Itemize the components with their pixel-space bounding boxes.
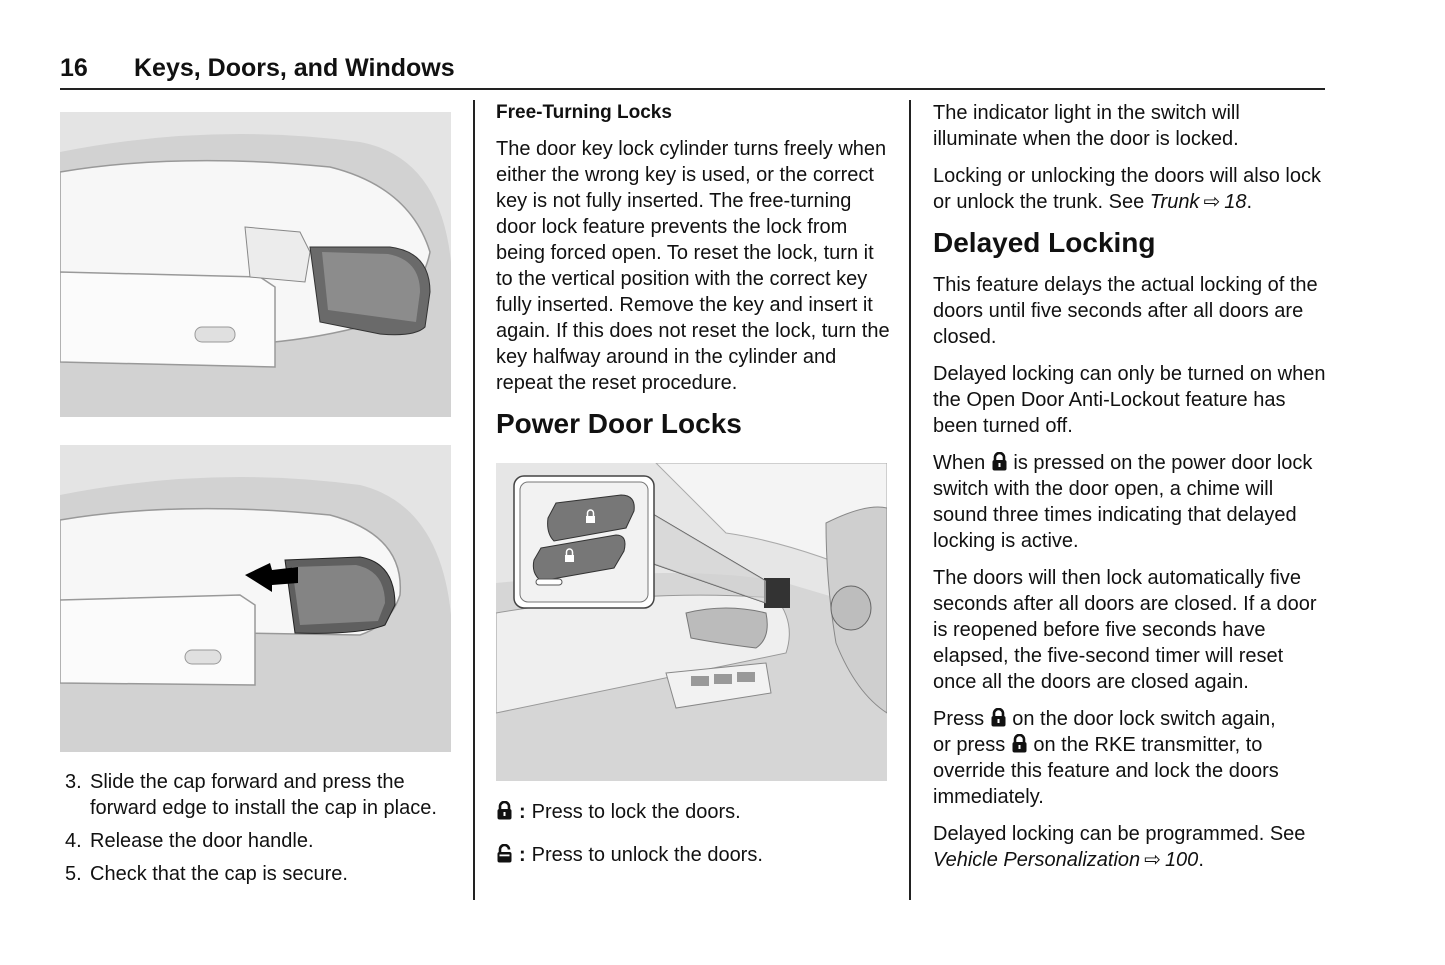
trunk-paragraph — [933, 163, 1328, 215]
paragraph-text: or press — [933, 734, 1006, 756]
legend-colon: : — [519, 801, 526, 823]
door-handle-cap-illustration-2 — [60, 445, 451, 752]
delayed-locking-paragraph-6 — [933, 821, 1328, 873]
paragraph-text: on the RKE transmitter, to override this feature and lock the doors immediately. — [933, 734, 1279, 808]
step-text: Check that the cap is secure. — [90, 863, 348, 885]
page-header — [60, 50, 1325, 90]
left-column-text — [60, 769, 455, 894]
free-turning-paragraph: The door key lock cylinder turns freely when either the wrong key is used, or the correct key is not fully inserted. The free-turning door lock feature prevents the lock from being forced open. To reset the lock, turn it to the vertical position with the correct key fully inserted. Remove the key and insert it again. If this does not reset the lock, turn the key halfway around in the cylinder and repeat the reset procedure. — [496, 138, 890, 394]
trunk-paragraph-text: Locking or unlocking the doors will also lock or unlock the trunk. See — [933, 165, 1321, 213]
trunk-reference-page[interactable]: 18 — [1224, 191, 1247, 213]
column-divider — [473, 100, 475, 900]
paragraph-text: on the door lock switch again, — [1012, 708, 1276, 730]
list-item — [60, 769, 455, 821]
legend-lock-row — [496, 799, 891, 825]
paragraph-text: When — [933, 452, 986, 474]
lock-icon — [496, 801, 513, 820]
step-text: Slide the cap forward and press the forward edge to install the cap in place. — [90, 771, 437, 819]
period: . — [1198, 849, 1204, 871]
step-number: 5. — [65, 863, 82, 885]
delayed-locking-paragraph-1: This feature delays the actual locking of the doors until five seconds after all doors are closed. — [933, 274, 1318, 348]
paragraph-text: Press — [933, 708, 985, 730]
delayed-locking-paragraph-3 — [933, 450, 1328, 554]
vehicle-personalization-reference-link[interactable]: Vehicle Personalization — [933, 849, 1141, 871]
middle-column-text — [496, 100, 891, 453]
delayed-locking-paragraph-5 — [933, 706, 1328, 810]
door-handle-cap-illustration-1 — [60, 112, 451, 417]
paragraph-text: Delayed locking can be programmed. See — [933, 823, 1306, 845]
step-text: Release the door handle. — [90, 830, 314, 852]
vehicle-personalization-reference-page[interactable]: 100 — [1164, 849, 1199, 871]
right-column-text — [933, 100, 1328, 884]
indicator-light-paragraph: The indicator light in the switch will illuminate when the door is locked. — [933, 102, 1240, 150]
cross-reference-arrow-icon: ⇨ — [1144, 849, 1161, 871]
cross-reference-arrow-icon: ⇨ — [1203, 191, 1221, 213]
power-door-lock-switch-illustration — [496, 463, 887, 781]
page-number: 16 — [60, 54, 88, 82]
legend-unlock-row — [496, 842, 891, 868]
paragraph-text: is pressed on the power door lock switch with the door open, a chime will sound three times indicating that delayed locking is active. — [933, 452, 1313, 552]
list-item — [60, 828, 455, 854]
period: . — [1246, 191, 1253, 213]
heading-delayed-locking: Delayed Locking — [933, 227, 1156, 258]
delayed-locking-paragraph-2: Delayed locking can only be turned on when the Open Door Anti-Lockout feature has been turned off. — [933, 363, 1326, 437]
installation-steps — [60, 769, 455, 887]
column-divider — [909, 100, 911, 900]
section-title: Keys, Doors, and Windows — [134, 54, 455, 82]
lock-icon — [991, 452, 1008, 471]
subheading-free-turning-locks: Free-Turning Locks — [496, 102, 672, 123]
step-number: 4. — [65, 830, 82, 852]
lock-icon — [1011, 734, 1028, 753]
delayed-locking-paragraph-4: The doors will then lock automatically five seconds after all doors are closed. If a door is reopened before five seconds have elapsed, the five-second timer will reset once all the doors are closed again. — [933, 567, 1317, 693]
unlock-icon — [496, 844, 513, 863]
trunk-reference-link[interactable]: Trunk — [1149, 191, 1200, 213]
lock-switch-legend — [496, 799, 891, 885]
legend-unlock-text: Press to unlock the doors. — [531, 844, 763, 866]
lock-icon — [990, 708, 1007, 727]
list-item — [60, 861, 455, 887]
step-number: 3. — [65, 771, 82, 793]
legend-colon: : — [519, 844, 526, 866]
heading-power-door-locks: Power Door Locks — [496, 408, 742, 439]
legend-lock-text: Press to lock the doors. — [531, 801, 741, 823]
